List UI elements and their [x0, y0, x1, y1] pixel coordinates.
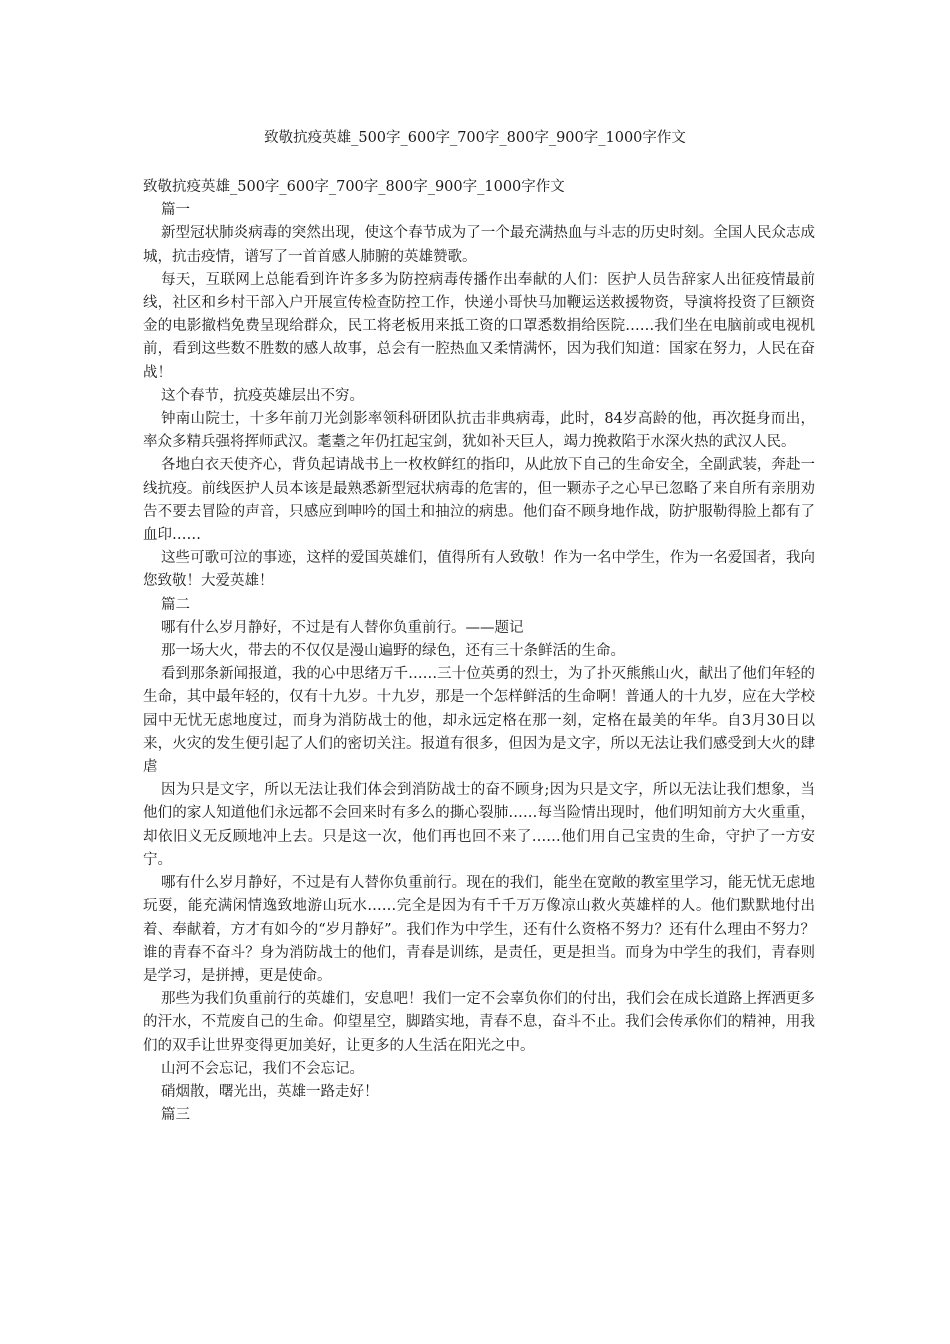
paragraph: 那些为我们负重前行的英雄们，安息吧！我们一定不会辜负你们的付出，我们会在成长道路上挥洒更多的汗水，不荒废自己的生命。仰望星空，脚踏实地，青春不息，奋斗不止。我们会传承你们的精神，用我们的双手让世界变得更加美好，让更多的人生活在阳光之中。: [143, 991, 815, 1054]
document-body: [143, 176, 815, 1127]
section-heading-2: 篇二: [161, 596, 190, 613]
document-subtitle: 致敬抗疫英雄_500字_600字_700字_800字_900字_1000字作文: [143, 179, 565, 195]
paragraph: 哪有什么岁月静好，不过是有人替你负重前行。现在的我们，能坐在宽敞的教室里学习，能无忧无虑地玩耍，能充满闲情逸致地游山玩水……完全是因为有千千万万像凉山救火英雄样的人。他们默默地付出着、奉献着，方才有如今的“岁月静好”。我们作为中学生，还有什么资格不努力？还有什么理由不努力？谁的青春不奋斗？身为消防战士的他们，青春是训练，是责任，更是担当。而身为中学生的我们，青春则是学习，是拼搏，更是使命。: [143, 875, 815, 984]
document-title: 致敬抗疫英雄_500字_600字_700字_800字_900字_1000字作文: [264, 130, 686, 146]
paragraph: 各地白衣天使齐心，背负起请战书上一枚枚鲜红的指印，从此放下自己的生命安全，全副武装，奔赴一线抗疫。前线医护人员本该是最熟悉新型冠状病毒的危害的，但一颗赤子之心早已忽略了来自所有亲朋劝告不要去冒险的声音，只感应到呻吟的国土和抽泣的病患。他们奋不顾身地作战，防护服勒得脸上都有了血印……: [143, 457, 815, 544]
paragraph: 这个春节，抗疫英雄层出不穷。: [161, 387, 364, 404]
paragraph: 因为只是文字，所以无法让我们体会到消防战士的奋不顾身;因为只是文字，所以无法让我们想象，当他们的家人知道他们永远都不会回来时有多么的撕心裂肺……每当险情出现时，他们明知前方大火重重，却依旧义无反顾地冲上去。只是这一次，他们再也回不来了……他们用自己宝贵的生命，守护了一方安宁。: [143, 782, 815, 868]
paragraph: 山河不会忘记，我们不会忘记。: [161, 1060, 364, 1077]
paragraph: 每天，互联网上总能看到许许多多为防控病毒传播作出奉献的人们：医护人员告辞家人出征疫情最前线，社区和乡村干部入户开展宣传检查防控工作，快递小哥快马加鞭运送救援物资，导演将投资了巨额资金的电影撤档免费呈现给群众，民工将老板用来抵工资的口罩悉数捐给医院……我们坐在电脑前或电视机前，看到这些数不胜数的感人故事，总会有一腔热血又柔情满怀，因为我们知道：国家在努力，人民在奋战！: [143, 271, 815, 381]
section-heading-1: 篇一: [161, 202, 190, 219]
paragraph: 看到那条新闻报道，我的心中思绪万千……三十位英勇的烈士，为了扑灭熊熊山火，献出了他们年轻的生命，其中最年轻的，仅有十九岁。十九岁，那是一个怎样鲜活的生命啊！普通人的十九岁，应在大学校园中无忧无虑地度过，而身为消防战士的他，却永远定格在那一刻，定格在最美的年华。自3月30日以来，火灾的发生便引起了人们的密切关注。报道有很多，但因为是文字，所以无法让我们感受到大火的肆虐: [143, 666, 815, 776]
paragraph: 新型冠状肺炎病毒的突然出现，使这个春节成为了一个最充满热血与斗志的历史时刻。全国人民众志成城，抗击疫情，谱写了一首首感人肺腑的英雄赞歌。: [143, 225, 815, 265]
epigraph: 哪有什么岁月静好，不过是有人替你负重前行。——题记: [161, 619, 524, 636]
section-heading-3: 篇三: [161, 1107, 190, 1124]
paragraph: 钟南山院士，十多年前刀光剑影率领科研团队抗击非典病毒，此时，84岁高龄的他，再次挺身而出，率众多精兵强将挥师武汉。耄耋之年仍扛起宝剑，犹如补天巨人，竭力挽救陷于水深火热的武汉人民。: [143, 411, 815, 451]
paragraph: 这些可歌可泣的事迹，这样的爱国英雄们，值得所有人致敬！作为一名中学生，作为一名爱国者，我向您致敬！大爱英雄！: [143, 550, 815, 590]
paragraph: 硝烟散，曙光出，英雄一路走好！: [161, 1083, 379, 1100]
paragraph: 那一场大火，带去的不仅仅是漫山遍野的绿色，还有三十条鲜活的生命。: [161, 643, 625, 660]
